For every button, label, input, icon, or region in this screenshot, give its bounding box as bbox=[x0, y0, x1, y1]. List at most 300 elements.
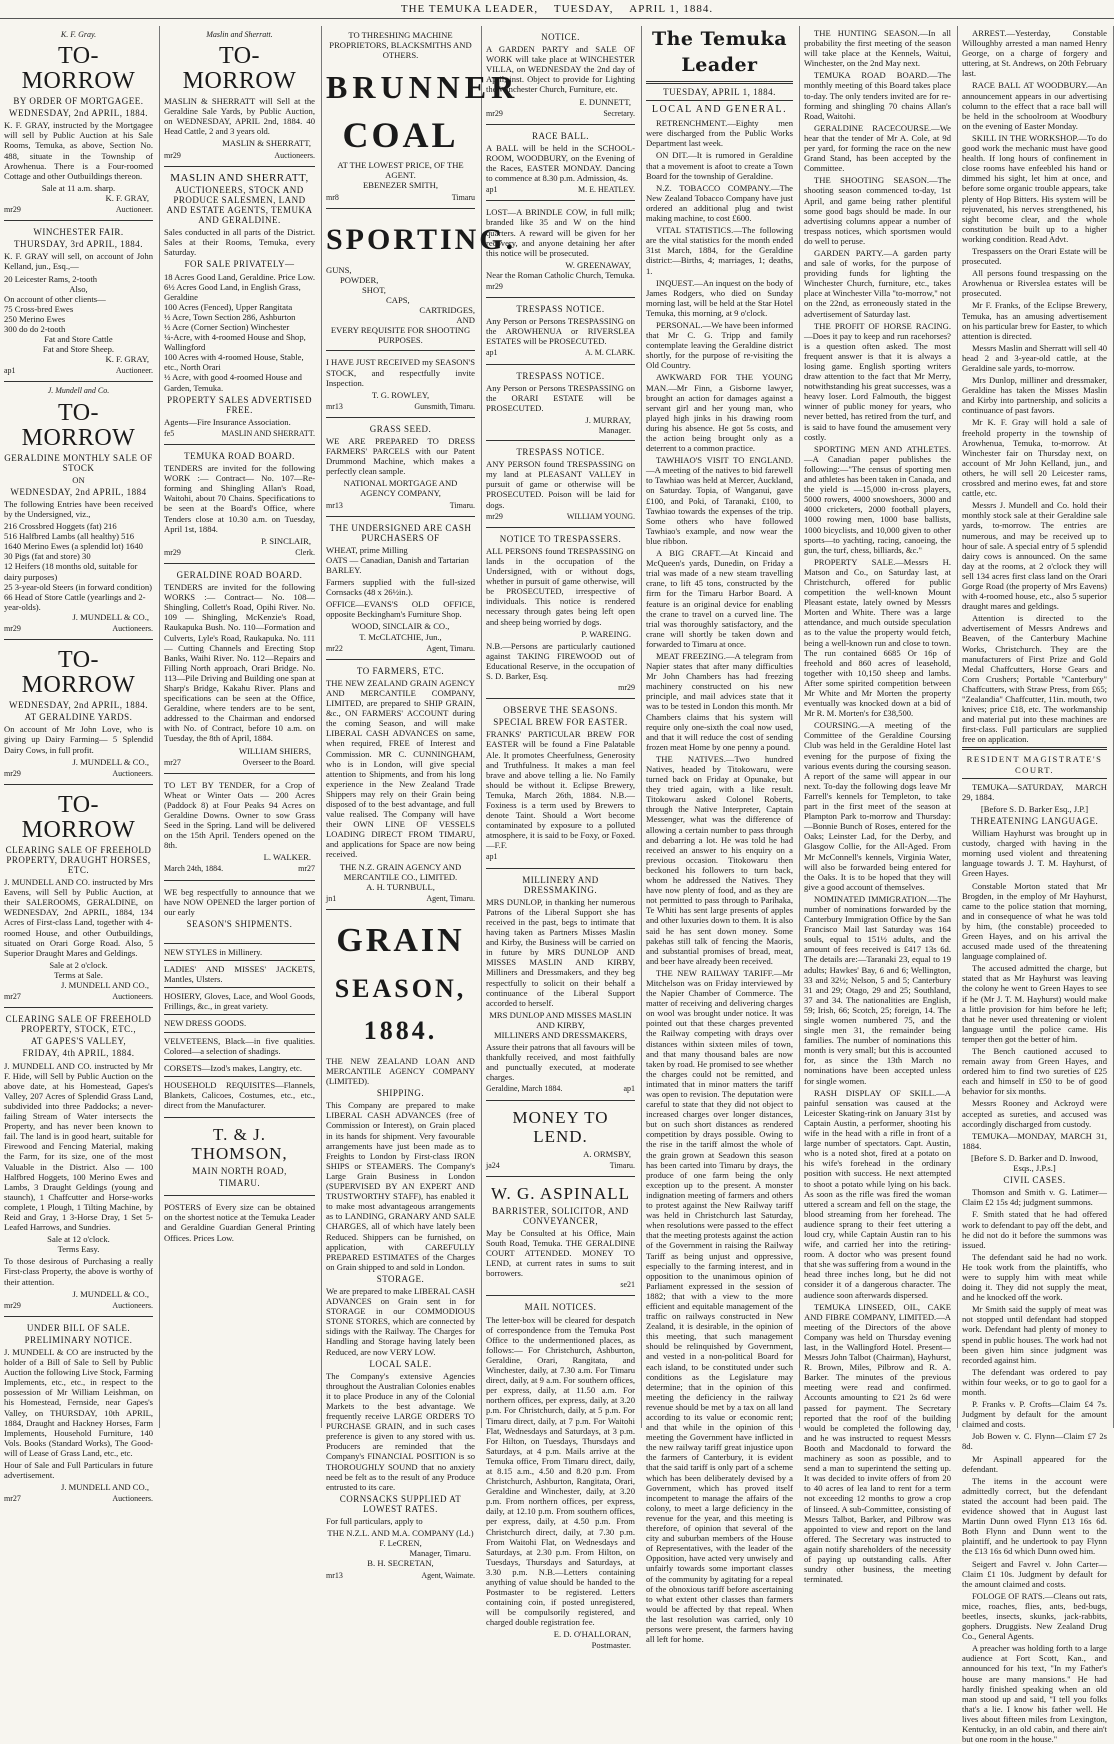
ad-headline: THE UNDERSIGNED ARE CASH PURCHASERS OF bbox=[329, 522, 472, 543]
ad-item: 25 3-year-old Steers (in forward condition) bbox=[4, 581, 153, 592]
ad-body: The following Entries have been received by the Undersigned, viz., bbox=[4, 498, 153, 519]
ad-place: Timaru. bbox=[609, 1160, 635, 1170]
ad-body: I HAVE JUST RECEIVED my SEASON'S STOCK, and respectfully invite Inspection. bbox=[326, 357, 476, 388]
ad-subhead: CLEARING SALE OF FREEHOLD PROPERTY, DRAUGHT HORSES, ETC. bbox=[5, 844, 152, 875]
masthead-paper: THE TEMUKA LEADER, bbox=[400, 3, 539, 15]
ad-item: 516 Halfbred Lambs (all healthy) 516 bbox=[4, 531, 135, 542]
court-date-2: TEMUKA—MONDAY, MARCH 31, 1884. bbox=[962, 1130, 1107, 1151]
ad-subhead: GERALDINE MONTHLY SALE OF STOCK bbox=[4, 452, 153, 473]
ad-signature: THE N.Z. GRAIN AGENCY AND MERCANTILE CO., LIMITED. bbox=[339, 861, 462, 882]
masthead-date: APRIL 1, 1884. bbox=[629, 3, 714, 15]
ad-body: J. MUNDELL & CO are instructed by the holder of a Bill of Sale to Sell by Public Auction the following Live Stock, Farming Implements, etc., etc., in respect to the possession of Mr William Leishman, on his Homestead, Fernside, near Gapes's Valley, on THURSDAY, 10th APRIL, 1884, Draught and Hackney Horses, Farm Implements, Household Furniture, 140 Vols. Books (Standard Works), The Good-will of Lease of Grass Land, etc., etc. bbox=[4, 1347, 153, 1458]
ad-headline: GRAIN bbox=[336, 921, 465, 959]
ad-ref: mr8 bbox=[326, 192, 339, 202]
ad-item: 6½ Acres Good Land, in English Grass, Geraldine bbox=[164, 281, 301, 302]
ad-garden-party bbox=[486, 26, 635, 125]
column-6 bbox=[800, 26, 958, 1585]
ad-ref: mr29 bbox=[164, 547, 181, 557]
ad-body: WE ARE PREPARED TO DRESS FARMERS' PARCELS with our Patent Drummond Machine, which makes a perfectly clean sample. bbox=[326, 435, 475, 477]
ad-role: Auctioneers. bbox=[112, 1494, 153, 1504]
ad-item: BARLEY. bbox=[326, 565, 362, 575]
ad-body-2: This Company are prepared to make LIBERAL CASH ADVANCES (free of Commission or Interest), on Grain placed in its hands for shipment. Very favourable arrangements have just been made as to Freights to London by First-class IRON SHIPS or STEAMERS. The Company's Large Grain Business in London (SUPERVISED BY AN EXPERT AND TRUSTWORTHY STAFF), has enabled it to make most advantageous arrangements as to LANDING, GRANARY AND SALE CHARGES, all of which have lately been Reduced. Shippers can be furnished, on application, with CAREFULLY PREPARED ESTIMATES of the Charges on Grain shipped to and sold in London. bbox=[326, 1100, 475, 1272]
ad-item: CAPS, bbox=[386, 294, 410, 305]
news-paragraph: SKILL IN THE WORKSHOP.—To do good work the mechanic must have good health. If long hours of confinement in close rooms have enfeebled his hand or dimmed his sight, let him at once, and before some organic trouble appears, take plenty of Hop Bitters. His system will be rejuvenated, his nerves strengthened, his sight become clear, and the whole constitution be built up to a higher working condition. Read Advt. bbox=[962, 132, 1107, 244]
ad-headline: WINCHESTER FAIR. bbox=[33, 227, 124, 238]
ad-headline: MILLINERY AND DRESSMAKING. bbox=[522, 874, 599, 895]
ad-role: MILLINERS AND DRESSMAKERS, bbox=[494, 1029, 627, 1040]
ad-role: Auctioneers. bbox=[112, 768, 153, 778]
ad-date: FRIDAY, 4th APRIL, 1884. bbox=[22, 1048, 135, 1059]
ad-item: ½ Acre (Corner Section) Winchester bbox=[164, 321, 290, 332]
ad-ref: mr22 bbox=[326, 643, 343, 653]
ad-item: 216 Crossbred Hoggets (fat) 216 bbox=[4, 521, 117, 532]
ad-headline-2: SEASON, 1884. bbox=[334, 973, 467, 1045]
court-paragraph: A preacher was holding forth to a large audience at Fort Scott, Kan., and announced for his text, "In my Father's house are many mansions." He had hardly finished speaking when an old man stood up and said, "I tell you folks that's a lie. I know his father well. He lives about fifteen miles from Lexington, Kentucky, in an old cabin, and there ain't but one room in the house." bbox=[962, 1643, 1107, 1744]
ad-ref: mr27 bbox=[298, 864, 315, 874]
news-paragraph: THE NATIVES.—Two hundred Natives, headed by Titokowaru, were turned back on Friday at Opunake, but they tried again, with a like result. Titokowaru asked Colonel Roberts, through the Native Interpreter, Captain Messenger, what was the difference of allowing a certain number to pass through and debarring a lot. He was told he had received an answer to his enquiry on a previous occasion. Titokowaru then beckoned his followers to turn back, whom he addressed the Natives. They have now plenty of food, and as they are not permitted to pass through to Parihaka, Te Whiti has sent large presents of apples and other luxuries down to them. It is also said he has sent down money. Some pakehas still talk of fencing the Maoris, and substantial promises of bread, meat, and beer have already been received. bbox=[646, 753, 793, 966]
ad-body: J. MUNDELL AND CO. instructed by Mr F. Hide, will Sell by Public Auction on the above date, at his Homestead, Gapes's Valley, 207 Acres of Splendid Grass Land, subdivided into three Paddocks; a never-failing Stream of Water intersects the Property, and has never been known to fail. The land is in good heart, suitable for Firewood and Fencing Material, making the Farm, for its size, one of the most Valuable in the District. Also — 100 Halfbred Hoggets, 100 Merino Ewes and Lambs, 3 Draught Geldings (young and staunch), 1 Chaffcutter and Horse-works complete, 1 Plough, 1 Tilting Machine, by Reid and Gray, 1 3-Horse Dray, 1 Set 5-Leafed Harrows, and Sundries. bbox=[4, 1060, 153, 1233]
ad-item: NEW DRESS GOODS. bbox=[164, 1018, 247, 1029]
news-paragraph: COURSING.—A meeting of the Committee of the Geraldine Coursing Club was held in the Geraldine Hotel last evening for the purpose of fixing the various events during the coursing season. A report of the same will appear in our next. To-day the following dogs leave Mr Farrell's kennels for Templeton, to take part in the first meet of the season at Plampton Park to-morrow and Thursday:—Bonnie Bunch of Roses, entered for the Oaks; Leinster Lad, for the Derby, and Glasgow Collie, for the All-Aged. From Mr McConnell's kennels, Virginia Water, will also be forwarded being entered for the Oaks. It is to be hoped that they will give a good account of themselves. bbox=[804, 720, 951, 892]
ad-headline: MONEY TO LEND. bbox=[512, 1107, 609, 1146]
ad-role: Manager, Timaru. bbox=[409, 1548, 471, 1559]
ad-ref: mr29 bbox=[4, 624, 21, 634]
ad-item: 66 Head of Store Cattle (yearlings and 2-year-olds). bbox=[4, 591, 146, 612]
court-paragraph: Mr Aspinall appeared for the defendant. bbox=[962, 1453, 1107, 1474]
ad-subhead-3: LOCAL SALE. bbox=[369, 1358, 432, 1369]
ad-signature: E. DUNNETT, bbox=[579, 96, 631, 107]
news-paragraph: TEMUKA ROAD BOARD.—The monthly meeting of this Board takes place to-day. The only tenders invited are for re-forming and shingling 70 chains Allan's Road, Waitohi. bbox=[804, 70, 951, 121]
ad-role: Overseer to the Board. bbox=[242, 757, 315, 767]
ad-body-3: We are prepared to make LIBERAL CASH ADVANCES on Grain sent in for STORAGE in our COMMODIOUS STONE STORES, which are connected by sidings with the Railway. The Charges for Handling and Storage having lately been Reduced, are now VERY LOW. bbox=[326, 1285, 475, 1357]
ad-headline: MAIL NOTICES. bbox=[524, 1302, 597, 1313]
court-paragraph: Thomson and Smith v. G. Latimer—Claim £2 15s 4d; judgment summons. bbox=[962, 1187, 1107, 1208]
ad-body: On account of Mr John Love, who is giving up Dairy Farming— 5 Splendid Dairy Cows, in full profit. bbox=[4, 724, 153, 755]
ad-headline: NOTICE. bbox=[541, 32, 580, 42]
ad-ref: mr27 bbox=[164, 757, 181, 767]
ad-trespass-orari bbox=[486, 365, 635, 442]
ad-role: Near the Roman Catholic Church, Temuka. bbox=[486, 269, 635, 280]
ad-item: AND bbox=[456, 315, 475, 326]
ad-item: On account of other clients— bbox=[4, 293, 106, 304]
ad-signature: MASLIN & SHERRATT, bbox=[222, 138, 311, 149]
news-paragraph: Attention is directed to the advertisement of Messrs Andrews and Beaven, of the Canterbury Machine Works, Christchurch. They are the manufacturers of First Prize and Gold Medal Chaffcutters, Horse Gears and Corn Crushers; Portable "Canterbury" Chaffcutters, with Straw Press, from £65; "Zealandia" Chaffcutter, 11in. mouth, two knives; price £18, etc. The workmanship and material put into these machines are first-class. Full particulars are supplied free on application. bbox=[962, 613, 1107, 745]
ad-signature: K. F. GRAY, bbox=[105, 354, 149, 365]
ad-item: 18 Acres Good Land, Geraldine. Price Low. bbox=[164, 271, 315, 282]
ad-cash-purchasers bbox=[326, 517, 475, 660]
ad-ref: jn1 bbox=[326, 893, 337, 903]
ad-item: VELVETEENS, Black—in five qualities. Colored—a selection of shadings. bbox=[164, 1035, 315, 1056]
court-paragraph: The defendant was ordered to pay within four weeks, or to go to gaol for a month. bbox=[962, 1366, 1107, 1397]
ad-trespass-pleasant-valley bbox=[486, 441, 635, 528]
ad-date: THURSDAY, 3rd APRIL, 1884. bbox=[13, 239, 144, 250]
ad-ref: mr29 bbox=[4, 205, 21, 215]
news-paragraph: TAWHIAO'S VISIT TO ENGLAND.—A meeting of the natives to bid farewell to Tawhiao was held at Mercer, Auckland, on Saturday. Topia, of Wanganui, gave £100, and Poki, of Taranaki, £100, to Tawhiao towards the expenses of the trip. Some others who have followed Tawhiao's example, and now wear the blue ribbon. bbox=[646, 455, 793, 546]
ad-role: Clerk. bbox=[295, 547, 315, 557]
ad-item: LADIES' AND MISSES' JACKETS, Mantles, Ulsters. bbox=[164, 964, 315, 985]
ad-ref: mr29 bbox=[486, 511, 503, 521]
ad-item: 12 Heifers (18 months old, suitable for dairy purposes) bbox=[4, 561, 138, 582]
ad-terms: Terms at Sale. bbox=[54, 969, 103, 980]
ad-agent: Agents—Fire Insurance Association. bbox=[164, 416, 291, 427]
court-paragraph: P. Franks v. P. Crofts—Claim £4 7s. Judgment by default for the amount claimed and costs. bbox=[962, 1399, 1107, 1430]
ad-extra: To those desirous of Purchasing a really First-class Property, the above is worthy of their attention. bbox=[4, 1256, 153, 1287]
ad-aspinall bbox=[486, 1177, 635, 1297]
ad-time: Sale at 11 a.m. sharp. bbox=[41, 182, 116, 193]
ad-role: Auctioneers. bbox=[112, 992, 153, 1002]
news-paragraph: THE SHOOTING SEASON.—The shooting season commenced to-day, 1st April, and game being rather plentiful some good bags should be made. In our advertising columns appear a number of trespass notices, which sportsmen would do well to peruse. bbox=[804, 175, 951, 246]
ad-item: 300 do do 2-tooth bbox=[4, 323, 66, 334]
ad-ref: mr29 bbox=[486, 108, 503, 118]
court-heading: RESIDENT MAGISTRATE'S COURT. bbox=[966, 754, 1103, 775]
ad-body: A BALL will be held in the SCHOOL-ROOM, WOODBURY, on the Evening of the Races, EASTER MONDAY. Dancing to commence at 8.30 p.m. Admission, 4s. bbox=[486, 142, 635, 184]
ad-item: CORSETS—Izod's makes, Langtry, etc. bbox=[164, 1062, 302, 1073]
ad-body: THE NEW ZEALAND GRAIN AGENCY AND MERCANTILE COMPANY, LIMITED, are prepared to SHIP GRAIN, &c., ON FARMERS' ACCOUNT during the coming Season, and will make LIBERAL CASH ADVANCES on same, when required, FREE of Interest and Commission. MR C. CUNNINGHAM, who is in London, will give special attention to Shipments, and from his long experience in the New Zealand Trade Shippers may rely on their Grain being disposed of to the best advantage, and full value realised. The Company will have their OWN LINE OF VESSELS LOADING DIRECT FROM TIMARU, and applications for Space are now being received. bbox=[326, 677, 475, 860]
court-paragraph: The defendant said he had no work. He took work from the plaintiffs, who were to supply him with meat while doing it. They did not supply the meat, and he knocked off the work. bbox=[962, 1251, 1107, 1303]
ad-notice-trespassers bbox=[486, 528, 635, 699]
ad-item: ½ Acre, Town Section 286, Ashburton bbox=[164, 311, 296, 322]
ad-role: Agent, Timaru. bbox=[426, 893, 475, 903]
ad-to-farmers bbox=[326, 660, 475, 910]
ad-signature: P. WAREING. bbox=[581, 628, 631, 639]
ad-role: Auctioneers. bbox=[112, 1300, 153, 1310]
ad-ref: mr29 bbox=[4, 768, 21, 778]
ad-body-5: For full particulars, apply to bbox=[326, 1516, 423, 1527]
ad-item: 100 Acres with 4-roomed House, Stable, etc., North Orari bbox=[164, 352, 304, 373]
ad-item: SHOT, bbox=[362, 284, 386, 295]
news-paragraph: THE NEW RAILWAY TARIFF.—Mr Mitchelson was on Friday interviewed by the Napier Chamber of Commerce. The matter of receiving and delivering charges on wool was brought under notice. It was pointed out that these charges prevented the Railway competing with drays over distances within sixteen miles of town, and that many thousand bales are now taken by road. He promised to see whether the charges could not be remitted, and intimated that in minor matters the tariff was open to revision. The deputation were careful to state that they did not object to increased charges over longer distances, but on such short distances as rendered competition by drays possible. Owing to the rise in the tariff almost the whole of the grain grown at Seadown this season has been carted into Timaru by drays, the produce of one farm being the only exception up to the present. A monster indignation meeting of farmers and others to protest against the New Railway tariff was held in Christchurch last Saturday, when resolutions were passed to the effect that the meeting protests against the action of the Government in raising the Railway Tariff as being unjust and oppressive, especially to the farming interest, and in opposition to the unanimous opinion of Parliament expressed in the session of 1882; that with a view to the more efficient and equitable management of the traffic on railways constructed in New Zealand, it is desirable, in the opinion of this meeting, that such management should be relinquished by Government, and vested in a non-political Board for each island, to be constituted under such conditions as the Legislature may determine; that in the opinion of this meeting the deficiency in the railway revenue should be met by a tax on all land according to its value or economic rent; and that while in the opinion of this meeting the Government have inflicted in the new railway tariff great injustice upon the farmers of Canterbury, it is evident that the said tariff is only part of a scheme which has been deliberately devised by a Government, which has proved itself incompetent to manage the affairs of the colony, to meet a large deficiency in the revenue for the year, and this meeting is therefore, of opinion that several of the city and suburban members of the House of Representatives, with the leader of the Opposition, have acted very unwisely and unfairly towards some important classes of the community by agitating for a repeal of the obnoxious tariff before ascertaining to what extent other classes than farmers would be affected by that repeal. When the last resolution was carried, only 10 persons were present, the farmers having all left for home. bbox=[646, 967, 794, 1645]
ad-item: Also, bbox=[69, 283, 88, 294]
ad-item: 75 Cross-bred Ewes bbox=[4, 303, 74, 314]
ad-headline: CLEARING SALE OF FREEHOLD PROPERTY, STOCK, ETC., bbox=[5, 1014, 152, 1035]
ad-subhead-3: PROPERTY SALES ADVERTISED FREE. bbox=[166, 394, 313, 415]
ad-rowley bbox=[326, 351, 475, 417]
ad-item: NEW STYLES in Millinery. bbox=[164, 946, 263, 957]
ad-item: POWDER, bbox=[340, 274, 379, 285]
ad-winchester-fair bbox=[4, 221, 153, 382]
ad-signature: EBENEZER SMITH, bbox=[363, 180, 438, 191]
ad-extra: Hour of Sale and Full Particulars in future advertisement. bbox=[4, 1460, 153, 1481]
court-paragraph: The accused admitted the charge, but stated that as Mr Hayhurst was leaving the colony he went to Green Hayes to see if he (Mr J. T. M. Hayhurst) would make a little provision for him before he left; that he never used threatening or violent language until the police came. His temper then got the better of him. bbox=[962, 963, 1107, 1044]
ad-headline: TO-MORROW bbox=[21, 43, 136, 95]
ad-body: POSTERS of Every size can be obtained on the shortest notice at the Temuka Leader and Geraldine Guardian General Printing Offices. Prices Low. bbox=[164, 1202, 315, 1243]
ad-mundell-clearing-sale bbox=[4, 785, 153, 1008]
ad-item: 100 Acres (Fenced), Upper Rangitata bbox=[164, 301, 293, 312]
ad-ref: ap1 bbox=[486, 852, 498, 862]
ad-role: Gunsmith, Timaru. bbox=[414, 401, 475, 411]
news-paragraph: ARREST.—Yesterday, Constable Willoughby arrested a man named Henry George, on a charge of forgery and uttering, at St. Andrews, on 20th February last. bbox=[962, 28, 1107, 79]
ad-headline: BRUNNER bbox=[326, 69, 520, 106]
ad-time: Sale at 2 o'clock. bbox=[49, 959, 108, 970]
ad-body: May be Consulted at his Office, Main South Road, Temuka. THE GERALDINE COURT ATTENDED. MONEY TO LEND, at current rates in sums to suit borrowers. bbox=[486, 1227, 635, 1279]
ad-temuka-road-board bbox=[164, 445, 315, 564]
ad-money-to-lend bbox=[486, 1101, 635, 1177]
news-paragraph: RETRENCHMENT.—Eighty men were discharged from the Public Works Department last week. bbox=[646, 118, 793, 149]
ad-item: 30 Pigs (fat and store) 30 bbox=[4, 551, 91, 562]
news-paragraph: MEAT FREEZING.—A telegram from Napier states that after many difficulties Mr John Chambers has had freezing machinery constructed on his new principle, and mail advices state that it was to be tested in London this month. Mr Chambers claims that his system will require only one-sixth the coal now used, and that it will reduce the cost of sending frozen meat Home by one penny a pound. bbox=[646, 650, 793, 752]
ad-headline: MASLIN AND SHERRATT, bbox=[170, 171, 309, 184]
ad-mundell-dairy bbox=[4, 640, 153, 785]
ad-headline: TO-MORROW bbox=[21, 647, 136, 699]
news-paragraph: GERALDINE RACECOURSE.—We hear that the tender of Mr A. Cole, at 9d per yard, for forming the race on the new Grand Stand, has been accepted by the Committee. bbox=[804, 122, 951, 174]
court-bench-2: [Before S. D. Barker and D. Inwood, Esqs., J.P.s.] bbox=[971, 1152, 1098, 1174]
ad-body: ANY PERSON found TRESPASSING on my land at PLEASANT VALLEY in pursuit of game or otherwise will be PROSECUTED. Poison will be laid for dogs. bbox=[486, 459, 635, 510]
news-paragraph: VITAL STATISTICS.—The following are the vital statistics for the month ended 31st March, 1884, for the Geraldine district:—Births, 4; marriages, 1; deaths, 1. bbox=[646, 225, 793, 276]
news-paragraph: RACE BALL AT WOODBURY.—An announcement appears in our advertising column to the effect that a race ball will be held in the schoolroom at Woodbury on the evening of Easter Monday. bbox=[962, 80, 1107, 131]
ad-headline: OBSERVE THE SEASONS. bbox=[503, 705, 618, 716]
ad-item: OATS — Canadian, Danish and Tartarian bbox=[326, 554, 469, 565]
ad-signature-2: F. LeCREN, bbox=[379, 1538, 422, 1549]
ad-to-let-tender bbox=[164, 774, 315, 881]
court-paragraph: William Hayhurst was brought up in custody, charged with having in the morning used violent and threatening language towards J. T. M. Hayhurst, of Green Hayes. bbox=[962, 828, 1107, 879]
ad-subhead: MAIN NORTH ROAD, bbox=[192, 1166, 287, 1177]
ad-ref: ja24 bbox=[486, 1160, 500, 1170]
ad-role: Manager. bbox=[598, 425, 631, 435]
ad-signature: THE N.Z.L. AND M.A. COMPANY (Ld.) bbox=[327, 1528, 474, 1539]
ad-headline: TEMUKA ROAD BOARD. bbox=[184, 451, 295, 461]
ad-thomson bbox=[164, 1118, 315, 1196]
ad-role: Auctioneer. bbox=[115, 366, 153, 376]
ad-body: Any Person or Persons TRESPASSING on the AROWHENUA or RIVERSLEA ESTATES will be PROSECUTED. bbox=[486, 316, 635, 347]
ad-subhead: PRELIMINARY NOTICE. bbox=[24, 1334, 133, 1345]
ad-body: TENDERS are invited for the following WORKS :— Contract— No. 108—Shingling, Collett's Road, Opihi River. No. 109 — Shingling, McKenzie's Road, Raukapuka Bush. No. 110—Formation and Culverts, Lyle's Road, Raukapuka. No. 111 — Cutting Channels and Erecting Stop Banks, Waihi River. No. 112—Repairs and Filling North approach, Orari Bridge. No. 113—Pile Driving and Building one span at Sharp's Bridge, Kakahu River. Plans and specifications can be seen at the Office, Geraldine, where tenders are to be sent, addressed to the Chairman and endorsed with No. of Contract, before 10 a.m. on Tuesday, the 8th of April, 1884. bbox=[164, 582, 316, 744]
ad-body-2: N.B.—Persons are particularly cautioned against TAKING FIREWOOD out of Educational Reserve, in the occupation of S. D. Barker, Esq. bbox=[486, 640, 635, 681]
ad-body: THE NEW ZEALAND LOAN AND MERCANTILE AGENCY COMPANY (LIMITED). bbox=[326, 1055, 475, 1087]
ad-maslin-tomorrow bbox=[164, 26, 315, 167]
ad-subhead-2: STORAGE. bbox=[376, 1273, 425, 1284]
ad-signature: K. F. GRAY, bbox=[105, 192, 149, 203]
ad-role: Agent, Timaru. bbox=[426, 643, 475, 653]
ad-terms: Terms Easy. bbox=[57, 1244, 100, 1255]
court-subhead: THREATENING LANGUAGE. bbox=[970, 815, 1099, 826]
ad-body: The letter-box will be cleared for despatch of correspondence from the Temuka Post Office to the undermentioned places, as follows:— For Christchurch, Ashburton, Geraldine, Orari, Rangitata, and Winchester, daily, at 7.30 a.m. For Timaru direct, daily, at 9 a.m. For southern offices, per express, daily, at 11.50 a.m. For northern offices, per express, daily, at 3.20 p.m. For Christchurch, daily, at 5 p.m. For Timaru direct, daily, at 7 p.m. For Waitohi Flat, Wednesdays and Saturdays, at 3 p.m. For Hilton, on Tuesdays, Thursdays and Saturdays, at 4 p.m. Mails arrive at the Temuka office, From Timaru direct, daily, at 8.15 a.m., 4.50 and 8.20 p.m. From Christchurch, Ashburton, Rangitata, Orari, Geraldine and Winchester, daily, at 3.20 p.m. From northern offices, per express, daily, at 12.10 p.m. From southern offices, per express, daily, at 4.50 p.m. From Christchurch direct, daily, at 7.30 p.m. From Waitohi Flat, on Wednesdays and Saturdays, at 2.30 p.m. From Hilton, on Tuesdays, Thursdays and Saturdays, at 3.30 p.m. N.B.—Letters containing anything of value should be handed to the Postmaster to be registered. Letters containing coin, if posted unregistered, will be compulsorily registered, and charged double registration fee. bbox=[486, 1314, 635, 1628]
ad-ref: ap1 bbox=[486, 348, 498, 358]
ad-role-2: Agent, Waimate. bbox=[421, 1570, 475, 1580]
ad-top: K. F. Gray. bbox=[60, 30, 97, 39]
ad-headline: NOTICE TO TRESPASSERS. bbox=[499, 533, 622, 544]
newspaper-title: The Temuka Leader bbox=[651, 28, 788, 76]
court-subhead-2: CIVIL CASES. bbox=[1003, 1175, 1066, 1186]
ad-signature-3: B. H. SECRETAN, bbox=[367, 1558, 434, 1569]
ad-place: AT GERALDINE YARDS. bbox=[24, 712, 133, 723]
court-paragraph: The Bench cautioned accused to remain away from Green Hayes, and ordered him to find two sureties of £25 each and himself in £50 to be of good behavior for six months. bbox=[962, 1046, 1107, 1097]
ad-headline: UNDER BILL OF SALE. bbox=[26, 1322, 131, 1333]
ad-place: Geraldine, March 1884. bbox=[486, 1084, 563, 1094]
ad-body: FRANKS' PARTICULAR BREW FOR EASTER will be found a Fine Palatable Ale. It promotes Cheerfulness, Generosity and Truthfulness. It makes a man feel brave and above telling a lie. No Family should be without it. Eclipse Brewery, Temuka, March 26th, 1884. N.B.—Foxiness is a term used by Brewers to denote Taint. Should a Wort become contaminated by exposure to a polluted atmosphere, it is said to be Foxy, or Foxed.—F.F. bbox=[486, 729, 635, 851]
ad-headline: TO-MORROW bbox=[21, 399, 136, 451]
ad-headline: TO FARMERS, ETC. bbox=[356, 665, 445, 676]
news-paragraph: ON DIT.—It is rumored in Geraldine that a movement is afoot to create a Town Board for the township of Geraldine. bbox=[646, 150, 793, 181]
ad-signature: MRS DUNLOP AND MISSES MASLIN AND KIRBY, bbox=[489, 1009, 632, 1030]
ad-ref: ap1 bbox=[623, 1084, 635, 1094]
editorial-date: TUESDAY, APRIL 1, 1884. bbox=[663, 87, 776, 97]
ad-subhead: BARRISTER, SOLICITOR, AND CONVEYANCER, bbox=[492, 1205, 629, 1226]
ad-body: EVERY REQUISITE FOR SHOOTING PURPOSES. bbox=[330, 325, 471, 346]
ad-ref: mr27 bbox=[4, 1494, 21, 1504]
ad-subhead: BY ORDER OF MORTGAGEE. bbox=[13, 96, 144, 107]
news-paragraph: TEMUKA LINSEED, OIL, CAKE AND FIBRE COMPANY, LIMITED.—A meeting of the Directors of the above Company was held on Thursday evening last, in the Wallingford Hotel. Present—Messrs John Talbot (Chairman), Hayhurst, R. Brown, Miles, Pilbrow and R. A. Barker. The minutes of the previous meeting were read and confirmed. Accounts amounting to £21 2s 6d were passed for payment. The Secretary reported that the roof of the building would be completed the following day, and he was instructed to request Messrs Booth and Macdonald to forward the machinery as soon as possible, and to send a man to superintend the setting up. It was decided to invite offers of from 20 to 40 acres of lea land to rent for a term not exceeding 12 months to grow a crop of linseed. A sub-Committee, consisting of Messrs Talbot, Barker, and Pilbrow was appointed to view and report on the land offered. The Secretary was instructed to again notify shareholders of the necessity of paying up outstanding calls. After sundry other business, the meeting terminated. bbox=[804, 1301, 951, 1585]
ad-item: HOUSEHOLD REQUISITES—Flannels, Blankets, Calicoes, Costumes, etc., etc., direct from the Manufacturer. bbox=[164, 1079, 315, 1110]
ad-on: ON bbox=[72, 474, 85, 485]
ad-body: Sales conducted in all parts of the District. Sales at their Rooms, Temuka, every Saturday. bbox=[164, 227, 315, 258]
column-2 bbox=[160, 26, 322, 1428]
ad-signature: A. ORMSBY, bbox=[583, 1148, 631, 1159]
ad-headline: TRESPASS NOTICE. bbox=[516, 304, 605, 315]
ad-signature: MASLIN AND SHERRATT. bbox=[221, 428, 315, 438]
ad-item: ¼-Acre, with 4-roomed House and Shop, Wallingford bbox=[164, 332, 306, 353]
section-heading: LOCAL AND GENERAL. bbox=[651, 104, 788, 116]
ad-body: K. F. GRAY, instructed by the Mortgagee will sell by Public Auction at his Sale Rooms, Temuka, as above, Section No. 488, situate in the Township of Arowhenua. There is a Four-roomed Cottage and other Outbuildings thereon. bbox=[4, 120, 153, 181]
court-paragraph: Job Bowen v. C. Flynn—Claim £7 2s 8d. bbox=[962, 1431, 1107, 1452]
news-paragraph: NOMINATED IMMIGRATION.—The number of nominations forwarded by the Canterbury Immigration Office by the San Francisco Mail last Saturday was 164 souls, equal to 151½ adults, and the amount of fees received is £417 13s 6d. The details are:—Taranaki 23, equal to 19 adults; Hawkes' Bay, 6 and 6; Wellington, 33 and 32½; Nelson, 5 and 5; Canterbury 31 and 29; Otago, 29 and 25; Southland, 37 and 34. The nationalities are English, 59; Irish, 66; Scotch, 25; foreign, 14. The single women numbered 75, and the single men 31, the remainder being families. The number of nominations this month is very small; but this is accounted for, as since the 13th March no nominations have been accepted unless for single women. bbox=[804, 893, 951, 1086]
news-paragraph: A BIG CRAFT.—At Kincaid and McQueen's yards, Dunedin, on Friday a trial was made of a new steam travelling crane, to lift 45 tons, constructed by the firm for the Timaru Harbor Board. A feature is an original device for enabling the crane to travel on a curved line. The trial was thoroughly satisfactory, and the crane will shortly be taken down and forwarded to Timaru at once. bbox=[646, 548, 793, 649]
ad-geraldine-road-board bbox=[164, 564, 315, 774]
news-paragraph: RASH DISPLAY OF SKILL.—A painful sensation was caused at the Leicester Skating-rink on January 31st by Captain Austin, a performer, shooting his wife in the head with a rifle in front of a large number of spectators. Capt. Austin, who is a noted shot, fired at a potato on his wife's forehead in the ordinary position with success. He next attempted to shoot a potato while lying on his back. As soon as the rifle was fired the woman uttered a scream and fell on the stage, the blood streaming from her forehead. The audience sprang to their feet uttering a loud cry, while Captain Austin ran to his wife, and carried her into the retiring-room. A doctor who was present found that she was suffering from a wound in the head three inches long, but he did not consider it of a dangerous character. The audience soon afterwards dispersed. bbox=[804, 1087, 951, 1300]
ad-gapes-valley bbox=[4, 1008, 153, 1317]
ad-ref: se21 bbox=[620, 1280, 635, 1290]
ad-race-ball bbox=[486, 125, 635, 202]
ad-role: Secretary. bbox=[603, 108, 635, 118]
ad-body: K. F. GRAY will sell, on account of John Kelland, jun., Esq.,— bbox=[4, 251, 153, 272]
ad-headline: GERALDINE ROAD BOARD. bbox=[176, 569, 303, 580]
ad-signature: W. GREENAWAY, bbox=[565, 259, 631, 270]
ad-body: Any Person or Persons TRESPASSING on the ORARI ESTATE will be PROSECUTED. bbox=[486, 382, 635, 413]
ad-item: CARTRIDGES, bbox=[419, 305, 475, 316]
masthead-day: TUESDAY, bbox=[553, 3, 614, 15]
ad-ref: mr27 bbox=[4, 992, 21, 1002]
ad-ref: mr29 bbox=[164, 150, 181, 160]
news-paragraph: INQUEST.—An inquest on the body of James Rodgers, who died on Sunday morning last, will be held at the Star Hotel Temuka, this morning, at 9 o'clock. bbox=[646, 277, 793, 318]
ad-ref: mr13 bbox=[326, 1570, 343, 1580]
column-7 bbox=[958, 26, 1114, 1744]
ad-millinery bbox=[486, 869, 635, 1101]
ad-subhead: SPECIAL BREW FOR EASTER. bbox=[493, 717, 628, 728]
news-paragraph: PROPERTY SALE.—Messrs H. Matson and Co., on Saturday last, at Christchurch, offered for public competition the well-known Mount Pleasant estate, lately owned by Messrs Morten and White. There was a large attendance, and much outside speculation as to the value the property would fetch, being a well-known run and close to town. The run contained 6685 Or 16p of freehold and 860 acres of leasehold, together with 10,150 sheep and lambs. After some spirited competition between Mr White and Mr Morten the property eventually was knocked down at a bid of Mr R. M. Morten's for £38,500. bbox=[804, 556, 951, 719]
news-paragraph: PERSONAL.—We have been informed that Mr C. G. Tripp and family contemplate leaving the Geraldine district shortly, for the purpose of re-visiting the Old Country. bbox=[646, 319, 793, 371]
ad-headline: TO-MORROW bbox=[182, 43, 297, 95]
court-date: TEMUKA—SATURDAY, MARCH 29, 1884. bbox=[962, 781, 1107, 802]
news-paragraph: Mrs Dunlop, milliner and dressmaker, Geraldine has taken the Misses Maslin and Kirby into partnership, and solicits a continuance of past favors. bbox=[962, 375, 1107, 416]
ad-place: AT GAPES'S VALLEY, bbox=[30, 1036, 127, 1047]
ad-signature: L. WALKER. bbox=[263, 852, 311, 863]
news-paragraph: GARDEN PARTY.—A garden party and sale of works, for the purpose of providing funds for lighting the Winchester Church, furniture, etc., takes place at Winchester Villa "to-morrow," not on the 22nd, as erroneously stated in the advertisement of Saturday last. bbox=[804, 247, 951, 319]
ad-headline: T. & J. THOMSON, bbox=[191, 1125, 288, 1164]
ad-easter-brew bbox=[486, 699, 635, 868]
ad-item: Fat and Store Sheep. bbox=[42, 344, 115, 355]
news-paragraph: Trespassers on the Orari Estate will be prosecuted. bbox=[962, 245, 1107, 267]
ad-place: Timaru. bbox=[449, 500, 475, 510]
court-paragraph: FOLOGE OF RATS.—Cleans out rats, mice, roaches, flies, ants, bed-bugs, beetles, insects, skunks, jack-rabbits, gophers. Druggists. New Zealand Drug Co., General Agents. bbox=[962, 1590, 1107, 1642]
news-paragraph: Messrs J. Mundell and Co. hold their monthly stock sale at their Geraldine sale yards, to-morrow. The entries are numerous, and may be received up to hour of sale. A special entry of 5 splendid dairy cows is announced. On the same day at the rooms, at 2 o'clock they will sell 134 acres first class land on the Orari Gorge Road (the property of Mrs Eavens) with 4-roomed house, etc., also 5 superior draught mares and geldings. bbox=[962, 500, 1107, 612]
ad-item: HOSIERY, Gloves, Lace, and Wool Goods, Frillings, &c., in great variety. bbox=[164, 991, 315, 1012]
ad-date: WEDNESDAY, 2nd APRIL, 1884. bbox=[8, 700, 148, 711]
ad-signature: J. MURRAY, bbox=[585, 414, 631, 425]
ad-signature: NATIONAL MORTGAGE AND AGENCY COMPANY, bbox=[343, 478, 458, 499]
ad-item: WHEAT, prime Milling bbox=[326, 544, 408, 555]
court-paragraph: Constable Morton stated that Mr Brogden, in the employ of Mr Hayhurst, came to the police station that morning, and in consequence of what he was told by him, (the constable) proceeded to Green Hayes, and on his arrival the accused made used of the threatening language complained of. bbox=[962, 880, 1107, 962]
ad-signature: J. MUNDELL & CO., bbox=[72, 1288, 149, 1299]
ad-signature: J. MUNDELL AND CO., bbox=[60, 980, 149, 990]
ad-time: Sale at 12 o'clock. bbox=[47, 1234, 110, 1245]
ad-top: Maslin and Sherratt. bbox=[206, 30, 273, 39]
ad-headline: TRESPASS NOTICE. bbox=[516, 447, 605, 458]
ad-bill-of-sale bbox=[4, 1317, 153, 1510]
ad-body: WE beg respectfully to announce that we have NOW OPENED the larger portion of our early bbox=[164, 886, 315, 917]
ad-body: TO LET BY TENDER, for a Crop of Wheat or Winter Oats — 200 Acres (Paddock 8) at Four Peaks 94 Acres on Geraldine Downs. Owner to sow Grass Seed in the Spring. Land will be delivered on the 15th April. Tenders opened on the 8th. bbox=[164, 779, 315, 851]
news-paragraph: Mr F. Franks, of the Eclipse Brewery, Temuka, has an amusing advertisement on his particular brew for Easter, to which attention is directed. bbox=[962, 300, 1107, 341]
ad-ref: mr29 bbox=[4, 1300, 21, 1310]
news-paragraph: Messrs Maslin and Sherratt will sell 40 head 2 and 3-year-old cattle, at the Geraldine sale yards, to-morrow. bbox=[962, 342, 1107, 373]
ad-subhead-2: FOR SALE PRIVATELY— bbox=[184, 259, 295, 270]
ad-signature: E. D. O'HALLORAN, bbox=[553, 1629, 631, 1640]
news-paragraph: THE PROFIT OF HORSE RACING.—Does it pay to keep and run racehorses? is a question often asked. The most frequent answer is that it is always a losing game. English sporting writers draw attention to the fact that Mr Merry, notwithstanding his great successes, was a heavy loser. Lord Falmouth, the biggest winner of public money for years, who never betted, has retired from the turf, and is said to have found the amusement very costly. bbox=[804, 320, 951, 442]
court-paragraph: The items in the account were admittedly correct, but the defendant stated the account had been paid. The evidence showed that in August last Martin Dunn owed Flynn £13 16s 6d. Both Flynn and Dunn went to the plaintiff, and he undertook to pay Flynn the £13 16s 6d which Dunn owed him. bbox=[962, 1475, 1107, 1557]
news-paragraph: N.Z. TOBACCO COMPANY.—The New Zealand Tobacco Company have just ordered an additional plug and twist making machine, to cost £600. bbox=[646, 182, 793, 224]
ad-signature: J. MUNDELL AND CO., bbox=[60, 1482, 149, 1493]
court-paragraph: Mr Smith said the supply of meat was not stopped until defendant had stopped work. Defendant had plenty of money to spend in public houses. The work had not been given him since judgment was recorded against him. bbox=[962, 1304, 1107, 1365]
ad-signature: J. MUNDELL & CO., bbox=[72, 611, 149, 622]
ad-lost-cow bbox=[486, 201, 635, 298]
ad-signature: J. MUNDELL & CO., bbox=[72, 756, 149, 767]
ad-body-2: Assure their patrons that all favours will be thankfully received, and most faithfully and punctually executed, at moderate charges. bbox=[486, 1042, 635, 1083]
court-paragraph: Seigert and Favrel v. John Carter—Claim £1 10s. Judgment by default for the amount claimed and costs. bbox=[962, 1558, 1107, 1589]
ad-office: OFFICE—EVANS'S OLD OFFICE, opposite Beckingham's Furniture Shop. bbox=[326, 599, 475, 620]
ad-grain-season bbox=[326, 910, 475, 1586]
ad-gray-mortgagee bbox=[4, 26, 153, 221]
ad-item: Fat and Store Cattle bbox=[44, 334, 113, 345]
ad-signature: P. SINCLAIR, bbox=[261, 535, 311, 546]
ad-body: MRS DUNLOP, in thanking her numerous Patrons of the Liberal Support she has received in the past, begs to intimate that having taken as Partners Misses Maslin and Kirby, the Business will be carried on in future by MRS DUNLOP AND MISSES MASLIN AND KIRBY, Milliners and Dressmakers, and they beg respectfully to solicit on their behalf a continuance of the Liberal Support accorded to herself. bbox=[486, 896, 635, 1008]
court-bench: [Before S. D. Barker Esq., J.P.] bbox=[980, 803, 1089, 814]
ad-body: LOST—A BRINDLE COW, in full milk; branded like 35 and W on the hind quarters. A reward will be given for her recovery, and anyone detaining her after this notice will be prosecuted. bbox=[486, 207, 635, 258]
ad-item: 20 Leicester Rams, 2-tooth bbox=[4, 273, 98, 284]
ad-headline: TRESPASS NOTICE. bbox=[516, 370, 605, 381]
news-paragraph: AWKWARD FOR THE YOUNG MAN.—Mr Finn, a Gisborne lawyer, brought an action for damages against a servant girl and her young man, who played high jinks in his drawing room during his absence. He got 5s costs, and the action being brought only as a deterrent to a common practice. bbox=[646, 372, 793, 454]
ad-ref: mr13 bbox=[326, 401, 343, 411]
ad-item: GUNS, bbox=[326, 264, 352, 275]
ad-role: Auctioneers. bbox=[274, 150, 315, 160]
ad-body: A GARDEN PARTY and SALE OF WORK will take place at WINCHESTER VILLA, on WEDNESDAY the 2nd day of April, inst. Object to provide for Lighting the Winchester Church, Furniture, etc. bbox=[486, 44, 635, 95]
ad-ref: fe5 bbox=[164, 428, 175, 438]
ad-signature-2: A. H. TURNBULL, bbox=[366, 881, 435, 892]
ad-headline-2: COAL bbox=[342, 115, 459, 156]
ad-ref: mr29 bbox=[486, 281, 503, 291]
news-paragraph: All persons found trespassing on the Arowhenua or Riverslea estates will be prosecuted. bbox=[962, 268, 1107, 299]
ad-place: TIMARU. bbox=[218, 1178, 261, 1189]
ad-signature: WOOD, SINCLAIR & CO., bbox=[351, 621, 450, 632]
court-paragraph: F. Smith stated that he had offered work to defendant to pay off the debt, and he did not do it before the summons was issued. bbox=[962, 1209, 1107, 1250]
ad-role: Auctioneer. bbox=[115, 205, 153, 215]
ad-body: MASLIN & SHERRATT will Sell at the Geraldine Sale Yards, by Public Auction, on WEDNESDAY, APRIL 2nd, 1884. 40 Head Cattle, 2 and 3 years old. bbox=[164, 96, 315, 137]
ad-signature: T. G. ROWLEY, bbox=[371, 389, 430, 400]
ad-body: J. MUNDELL AND CO. instructed by Mrs Eavens, will Sell by Public Auction, at their SALEROOMS, GERALDINE, on WEDNESDAY, 2nd APRIL, 1884, 134 Acres of First-class Land, together with 4-roomed House, and other Outbuildings, situated on Orari Gorge Road. Also, 5 Superior Draught Mares and Geldings. bbox=[4, 877, 153, 958]
ad-subhead: AUCTIONEERS, STOCK AND PRODUCE SALESMEN, LAND AND ESTATE AGENTS, TEMUKA AND GERALDINE. bbox=[166, 184, 313, 226]
ad-body-4: The Company's extensive Agencies throughout the Australian Colonies enables it to place Produce in any of the Colonial Markets to the best advantage. We frequently receive LARGE ORDERS TO PURCHASE GRAIN, and in such cases preference is given to any stored with us. Producers are reminded that the Company's FINANCIAL POSITION is so THOROUGHLY SOUND that no anxiety need be felt as to the result of any Produce entrusted to its care. bbox=[326, 1370, 475, 1492]
ad-body: TENDERS are invited for the following WORK :— Contract— No. 107—Re-forming and Shingling Allan's Road, Waitohi, about 70 Chains. Specifications to be seen at the Board's Office, where Tenders close at 10.30 a.m. on Tuesday, April 1st, 1884. bbox=[164, 463, 315, 534]
news-paragraph: Mr K. F. Gray will hold a sale of freehold property in the township of Arowhenua, Temuka, to-morrow. At Winchester fair on Thursday next, on account of Mr John Kelland, jun., and others, he will sell 20 Leicester rams, crossbred and merino ewes, fat and store cattle, etc. bbox=[962, 417, 1107, 499]
news-paragraph: SPORTING MEN AND ATHLETES.—A Canadian paper publishes the following:—"The census of sporting men and athletes has been taken in Canada, and the yield is —15,000 in-cross players, 5000 rowers, 4000 snowshoers, 3000 and 4000 cricketers, 2000 football players, 1000 rowing men, 1000 base ballists, 1000 bicyclists, and 10,000 given to other sports—to yachting, racing, canoeing, the gun, the turf, chess, billiards, &c." bbox=[804, 443, 951, 555]
ad-item: 1640 Merino Ewes (a splendid lot) 1640 bbox=[4, 541, 143, 552]
ad-trespass-arowhenua bbox=[486, 298, 635, 364]
court-paragraph: Messrs Rooney and Ackroyd were accepted as sureties, and accused was accordingly discharged from custody. bbox=[962, 1098, 1107, 1129]
ad-ref: ap1 bbox=[4, 366, 16, 376]
ad-role: Auctioneers. bbox=[112, 624, 153, 634]
column-4 bbox=[482, 26, 642, 1650]
ad-ref: ap1 bbox=[486, 185, 498, 195]
ad-role: Postmaster. bbox=[591, 1639, 631, 1650]
ad-headline: W. G. ASPINALL bbox=[491, 1183, 630, 1203]
ad-place: Timaru bbox=[451, 192, 475, 202]
